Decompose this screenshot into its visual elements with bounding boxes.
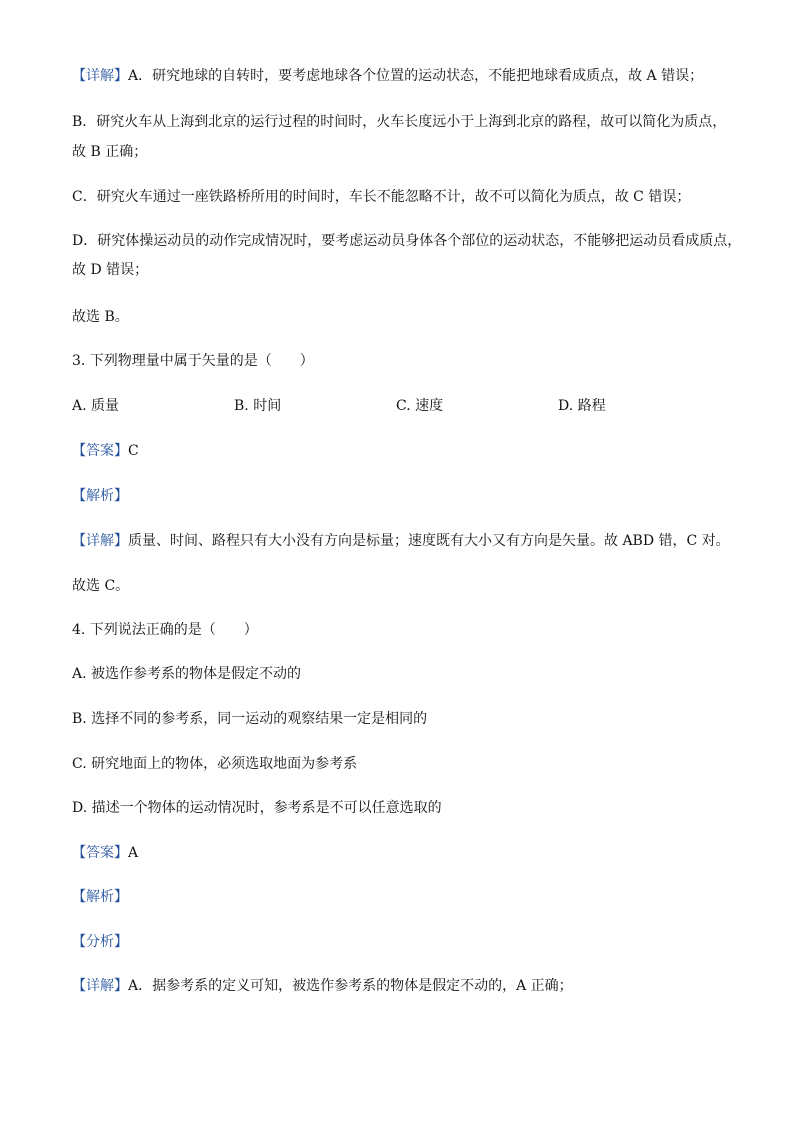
detail-tag: 【详解】 [72,68,128,84]
q3-stem: 3. 下列物理量中属于矢量的是（ ） [72,353,314,369]
q2-detail-b-line-2: 故 B 正确； [72,144,148,160]
q3-detail-text: 质量、时间、路程只有大小没有方向是标量；速度既有大小又有方向是矢量。故 ABD 错，C 对。 [128,533,730,549]
q2-detail-d-line-1: D．研究体操运动员的动作完成情况时，要考虑运动员身体各个部位的运动状态，不能够把运动员看成质点， [72,233,742,249]
q4-answer: A [128,845,139,861]
q4-analysis-line [72,887,732,907]
q3-option-c: C. 速度 [396,398,444,414]
q3-answer-line [72,441,732,461]
detail-tag: 【详解】 [72,978,128,994]
q3-option-d: D. 路程 [558,398,606,414]
analysis-tag: 【解析】 [72,488,128,504]
answer-tag: 【答案】 [72,845,128,861]
q3-option-a: A. 质量 [72,398,120,414]
q3-answer: C [128,443,139,459]
q2-detail-c-line: C．研究火车通过一座铁路桥所用的时间时，车长不能忽略不计，故不可以简化为质点，故 C 错误； [72,189,691,205]
q3-option-b: B. 时间 [234,398,282,414]
analysis-tag: 【解析】 [72,889,128,905]
q2-choose-line: 故选 B。 [72,309,129,325]
q4-option-a: A. 被选作参考系的物体是假定不动的 [72,666,302,682]
q4-option-d: D. 描述一个物体的运动情况时，参考系是不可以任意选取的 [72,800,442,816]
q2-detail-a-line [72,66,732,86]
q2-detail-b-line-1: B．研究火车从上海到北京的运行过程的时间时，火车长度远小于上海到北京的路程，故可以简化为质点， [72,114,727,130]
detail-tag: 【详解】 [72,533,128,549]
q4-answer-line [72,843,732,863]
q3-detail-line [72,531,732,551]
q3-choose-line: 故选 C。 [72,578,130,594]
q4-stem: 4. 下列说法正确的是（ ） [72,622,258,638]
q4-detail-a-text: A．据参考系的定义可知，被选作参考系的物体是假定不动的，A 正确； [128,978,573,994]
q2-detail-d-line-2: 故 D 错误； [72,262,149,278]
q4-detail-a-line [72,976,732,996]
fenxi-tag: 【分析】 [72,934,128,950]
answer-tag: 【答案】 [72,443,128,459]
q4-fenxi-line [72,932,732,952]
q2-detail-a-text: A．研究地球的自转时，要考虑地球各个位置的运动状态，不能把地球看成质点，故 A 错误； [128,68,704,84]
q4-option-b: B. 选择不同的参考系，同一运动的观察结果一定是相同的 [72,711,428,727]
q4-option-c: C. 研究地面上的物体，必须选取地面为参考系 [72,756,358,772]
q3-analysis-line [72,486,732,506]
